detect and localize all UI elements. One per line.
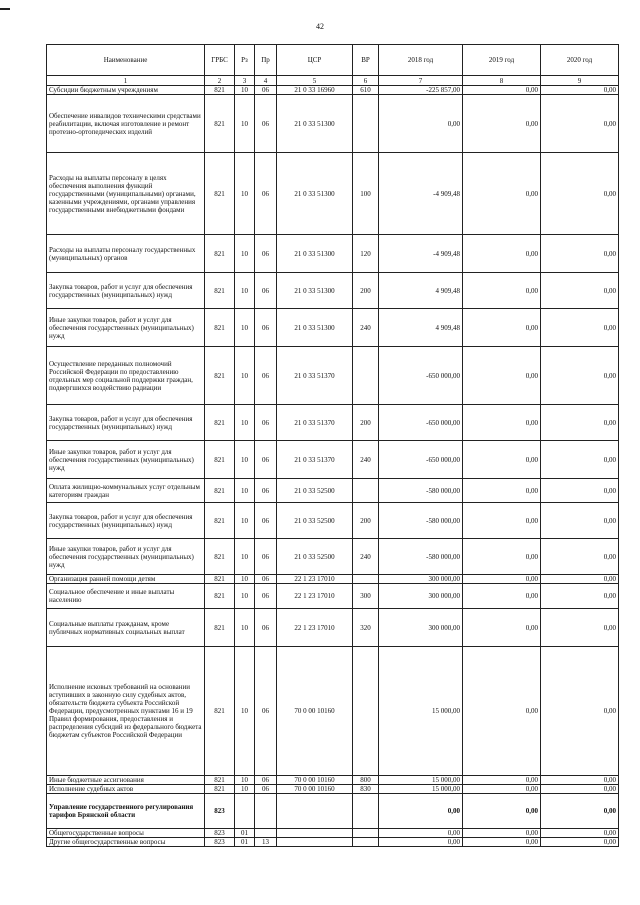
header-grbs: ГРБС (205, 45, 235, 76)
cell-grbs: 821 (205, 405, 235, 441)
cell-2020: 0,00 (541, 347, 619, 405)
cell-2019: 0,00 (463, 95, 541, 153)
column-number: 1 (47, 76, 205, 86)
cell-2018: -580 000,00 (379, 539, 463, 575)
cell-2019: 0,00 (463, 309, 541, 347)
cell-2018: -4 909,48 (379, 153, 463, 235)
cell-csr: 21 0 33 51370 (277, 347, 353, 405)
cell-rz: 10 (235, 647, 255, 776)
cell-2018: -650 000,00 (379, 441, 463, 479)
column-number: 8 (463, 76, 541, 86)
cell-2018: 300 000,00 (379, 575, 463, 584)
column-number: 9 (541, 76, 619, 86)
cell-name: Исполнение судебных актов (47, 785, 205, 794)
cell-grbs: 821 (205, 95, 235, 153)
cell-pr: 06 (255, 441, 277, 479)
cell-2020: 0,00 (541, 829, 619, 838)
cell-2020: 0,00 (541, 441, 619, 479)
table-row (47, 86, 619, 95)
cell-vr (353, 647, 379, 776)
cell-name: Расходы на выплаты персоналу в целях обеспечения выполнения функций государственными (муниципальными) органами, казенными учреждениями, органами управления государственными внебюджетными фондами (47, 153, 205, 235)
cell-vr: 240 (353, 539, 379, 575)
cell-vr: 200 (353, 503, 379, 539)
cell-pr: 06 (255, 273, 277, 309)
cell-pr: 06 (255, 575, 277, 584)
cell-name: Закупка товаров, работ и услуг для обеспечения государственных (муниципальных) нужд (47, 273, 205, 309)
cell-name: Исполнение исковых требований на основании вступивших в законную силу судебных актов, обязательств бюджета субъекта Российской Федерации, предусмотренных пунктами 16 и 19 Правил формирования, предоставления и распределения субсидий из федерального бюджета бюджетам субъектов Российской Федерации (47, 647, 205, 776)
cell-2018: -580 000,00 (379, 503, 463, 539)
cell-pr: 06 (255, 309, 277, 347)
cell-2020: 0,00 (541, 575, 619, 584)
page-number: 42 (316, 22, 324, 31)
cell-rz: 10 (235, 153, 255, 235)
cell-2020: 0,00 (541, 503, 619, 539)
cell-2019: 0,00 (463, 575, 541, 584)
cell-name: Расходы на выплаты персоналу государственных (муниципальных) органов (47, 235, 205, 273)
cell-pr: 06 (255, 584, 277, 609)
cell-csr: 21 0 33 51370 (277, 405, 353, 441)
header-name: Наименование (47, 45, 205, 76)
cell-name: Организация ранней помощи детям (47, 575, 205, 584)
cell-2019: 0,00 (463, 347, 541, 405)
cell-rz (235, 794, 255, 829)
table-row (47, 539, 619, 575)
cell-name: Иные закупки товаров, работ и услуг для обеспечения государственных (муниципальных) нужд (47, 539, 205, 575)
cell-grbs: 821 (205, 479, 235, 503)
cell-2019: 0,00 (463, 584, 541, 609)
cell-rz: 10 (235, 273, 255, 309)
cell-2019: 0,00 (463, 441, 541, 479)
cell-grbs: 821 (205, 776, 235, 785)
cell-2020: 0,00 (541, 838, 619, 847)
cell-name: Иные бюджетные ассигнования (47, 776, 205, 785)
cell-vr: 100 (353, 153, 379, 235)
cell-grbs: 821 (205, 86, 235, 95)
cell-name: Иные закупки товаров, работ и услуг для обеспечения государственных (муниципальных) нужд (47, 309, 205, 347)
cell-pr: 06 (255, 609, 277, 647)
cell-vr: 240 (353, 441, 379, 479)
header-2019: 2019 год (463, 45, 541, 76)
cell-name: Управление государственного регулирования тарифов Брянской области (47, 794, 205, 829)
cell-name: Закупка товаров, работ и услуг для обеспечения государственных (муниципальных) нужд (47, 405, 205, 441)
cell-name: Общегосударственные вопросы (47, 829, 205, 838)
cell-2020: 0,00 (541, 95, 619, 153)
cell-2020: 0,00 (541, 479, 619, 503)
cell-2018: 15 000,00 (379, 776, 463, 785)
cell-2019: 0,00 (463, 785, 541, 794)
cell-vr (353, 575, 379, 584)
cell-2019: 0,00 (463, 609, 541, 647)
cell-pr: 06 (255, 539, 277, 575)
cell-rz: 10 (235, 503, 255, 539)
cell-2020: 0,00 (541, 273, 619, 309)
cell-grbs: 821 (205, 609, 235, 647)
cell-2020: 0,00 (541, 405, 619, 441)
cell-csr: 22 1 23 17010 (277, 584, 353, 609)
cell-csr: 21 0 33 51370 (277, 441, 353, 479)
cell-rz: 10 (235, 441, 255, 479)
cell-name: Субсидии бюджетным учреждениям (47, 86, 205, 95)
table-row (47, 441, 619, 479)
cell-2020: 0,00 (541, 794, 619, 829)
cell-grbs: 823 (205, 794, 235, 829)
cell-name: Социальное обеспечение и иные выплаты населению (47, 584, 205, 609)
cell-pr: 06 (255, 95, 277, 153)
header-row (47, 45, 619, 76)
cell-csr: 21 0 33 51300 (277, 153, 353, 235)
cell-pr: 06 (255, 479, 277, 503)
cell-2019: 0,00 (463, 776, 541, 785)
table-row (47, 575, 619, 584)
table-row (47, 776, 619, 785)
cell-rz: 10 (235, 609, 255, 647)
cell-rz: 10 (235, 776, 255, 785)
cell-vr (353, 838, 379, 847)
header-rz: Рз (235, 45, 255, 76)
cell-name: Обеспечение инвалидов техническими средствами реабилитации, включая изготовление и ремонт протезно-ортопедических изделий (47, 95, 205, 153)
cell-vr (353, 794, 379, 829)
cell-2018: -580 000,00 (379, 479, 463, 503)
cell-2018: -650 000,00 (379, 405, 463, 441)
cell-vr (353, 95, 379, 153)
cell-2018: 0,00 (379, 829, 463, 838)
table-row (47, 647, 619, 776)
cell-2020: 0,00 (541, 539, 619, 575)
scan-edge-mark (0, 8, 10, 10)
cell-2019: 0,00 (463, 479, 541, 503)
budget-table (46, 44, 619, 847)
cell-rz: 10 (235, 95, 255, 153)
cell-vr: 300 (353, 584, 379, 609)
cell-name: Социальные выплаты гражданам, кроме публичных нормативных социальных выплат (47, 609, 205, 647)
cell-vr: 200 (353, 405, 379, 441)
cell-2020: 0,00 (541, 153, 619, 235)
cell-grbs: 821 (205, 235, 235, 273)
column-number: 4 (255, 76, 277, 86)
cell-grbs: 821 (205, 273, 235, 309)
cell-2019: 0,00 (463, 503, 541, 539)
cell-grbs: 821 (205, 785, 235, 794)
cell-2018: 300 000,00 (379, 609, 463, 647)
cell-csr: 21 0 33 51300 (277, 309, 353, 347)
cell-csr: 21 0 33 51300 (277, 273, 353, 309)
table-row (47, 584, 619, 609)
cell-rz: 10 (235, 575, 255, 584)
cell-rz: 01 (235, 838, 255, 847)
cell-vr: 830 (353, 785, 379, 794)
cell-2019: 0,00 (463, 405, 541, 441)
cell-2018: -4 909,48 (379, 235, 463, 273)
cell-2019: 0,00 (463, 86, 541, 95)
cell-grbs: 821 (205, 347, 235, 405)
table-row (47, 829, 619, 838)
header-csr: ЦСР (277, 45, 353, 76)
cell-rz: 10 (235, 785, 255, 794)
cell-pr: 06 (255, 347, 277, 405)
cell-2019: 0,00 (463, 838, 541, 847)
cell-2019: 0,00 (463, 153, 541, 235)
cell-grbs: 823 (205, 838, 235, 847)
cell-pr (255, 794, 277, 829)
cell-2018: -650 000,00 (379, 347, 463, 405)
header-vr: ВР (353, 45, 379, 76)
table-body (47, 86, 619, 847)
cell-rz: 10 (235, 479, 255, 503)
cell-pr: 06 (255, 785, 277, 794)
cell-grbs: 821 (205, 647, 235, 776)
cell-vr: 800 (353, 776, 379, 785)
cell-2018: 4 909,48 (379, 273, 463, 309)
cell-pr: 06 (255, 405, 277, 441)
table-row (47, 273, 619, 309)
cell-rz: 10 (235, 584, 255, 609)
cell-rz: 10 (235, 405, 255, 441)
column-number: 5 (277, 76, 353, 86)
cell-pr: 06 (255, 647, 277, 776)
cell-pr: 13 (255, 838, 277, 847)
cell-csr: 21 0 33 16960 (277, 86, 353, 95)
cell-csr (277, 838, 353, 847)
column-number: 2 (205, 76, 235, 86)
cell-rz: 10 (235, 309, 255, 347)
cell-pr: 06 (255, 776, 277, 785)
table-row (47, 309, 619, 347)
column-number-row (47, 76, 619, 86)
cell-rz: 10 (235, 86, 255, 95)
table-row (47, 347, 619, 405)
table-row (47, 838, 619, 847)
cell-2020: 0,00 (541, 309, 619, 347)
cell-2019: 0,00 (463, 235, 541, 273)
cell-grbs: 821 (205, 309, 235, 347)
cell-name: Оплата жилищно-коммунальных услуг отдельным категориям граждан (47, 479, 205, 503)
table-row (47, 794, 619, 829)
cell-csr (277, 794, 353, 829)
table-row (47, 609, 619, 647)
cell-pr: 06 (255, 153, 277, 235)
cell-csr: 22 1 23 17010 (277, 609, 353, 647)
cell-pr: 06 (255, 235, 277, 273)
cell-csr: 21 0 33 52500 (277, 479, 353, 503)
cell-csr: 70 0 00 10160 (277, 647, 353, 776)
cell-2018: 0,00 (379, 838, 463, 847)
cell-csr: 70 0 00 10160 (277, 785, 353, 794)
cell-2019: 0,00 (463, 829, 541, 838)
cell-2020: 0,00 (541, 785, 619, 794)
cell-2019: 0,00 (463, 794, 541, 829)
table-row (47, 503, 619, 539)
cell-name: Иные закупки товаров, работ и услуг для обеспечения государственных (муниципальных) нужд (47, 441, 205, 479)
cell-pr: 06 (255, 86, 277, 95)
cell-csr: 21 0 33 52500 (277, 539, 353, 575)
cell-pr (255, 829, 277, 838)
cell-2019: 0,00 (463, 273, 541, 309)
cell-2019: 0,00 (463, 539, 541, 575)
table-row (47, 235, 619, 273)
cell-2018: 15 000,00 (379, 785, 463, 794)
table-row (47, 785, 619, 794)
cell-grbs: 821 (205, 575, 235, 584)
cell-csr: 21 0 33 51300 (277, 235, 353, 273)
cell-2020: 0,00 (541, 609, 619, 647)
cell-2018: 4 909,48 (379, 309, 463, 347)
column-number: 7 (379, 76, 463, 86)
cell-2020: 0,00 (541, 776, 619, 785)
column-number: 6 (353, 76, 379, 86)
header-2020: 2020 год (541, 45, 619, 76)
cell-name: Закупка товаров, работ и услуг для обеспечения государственных (муниципальных) нужд (47, 503, 205, 539)
cell-rz: 10 (235, 347, 255, 405)
column-number: 3 (235, 76, 255, 86)
cell-pr: 06 (255, 503, 277, 539)
table-row (47, 479, 619, 503)
cell-grbs: 821 (205, 584, 235, 609)
cell-csr (277, 829, 353, 838)
cell-vr: 200 (353, 273, 379, 309)
cell-2020: 0,00 (541, 86, 619, 95)
cell-rz: 10 (235, 235, 255, 273)
cell-grbs: 823 (205, 829, 235, 838)
cell-rz: 10 (235, 539, 255, 575)
cell-rz: 01 (235, 829, 255, 838)
header-2018: 2018 год (379, 45, 463, 76)
cell-2018: 0,00 (379, 794, 463, 829)
cell-vr (353, 347, 379, 405)
cell-2020: 0,00 (541, 584, 619, 609)
cell-vr: 240 (353, 309, 379, 347)
table-row (47, 405, 619, 441)
cell-csr: 21 0 33 51300 (277, 95, 353, 153)
cell-vr: 320 (353, 609, 379, 647)
cell-2018: -225 857,00 (379, 86, 463, 95)
cell-csr: 22 1 23 17010 (277, 575, 353, 584)
cell-csr: 21 0 33 52500 (277, 503, 353, 539)
cell-vr (353, 479, 379, 503)
cell-name: Осуществление переданных полномочий Российской Федерации по предоставлению отдельных мер социальной поддержки граждан, подвергшихся воздействию радиации (47, 347, 205, 405)
header-pr: Пр (255, 45, 277, 76)
cell-csr: 70 0 00 10160 (277, 776, 353, 785)
cell-2018: 15 000,00 (379, 647, 463, 776)
cell-grbs: 821 (205, 153, 235, 235)
cell-2018: 300 000,00 (379, 584, 463, 609)
table-row (47, 95, 619, 153)
cell-vr: 610 (353, 86, 379, 95)
cell-2020: 0,00 (541, 647, 619, 776)
cell-vr: 120 (353, 235, 379, 273)
cell-grbs: 821 (205, 539, 235, 575)
cell-name: Другие общегосударственные вопросы (47, 838, 205, 847)
cell-2018: 0,00 (379, 95, 463, 153)
cell-2020: 0,00 (541, 235, 619, 273)
table-row (47, 153, 619, 235)
cell-grbs: 821 (205, 503, 235, 539)
cell-2019: 0,00 (463, 647, 541, 776)
cell-grbs: 821 (205, 441, 235, 479)
cell-vr (353, 829, 379, 838)
